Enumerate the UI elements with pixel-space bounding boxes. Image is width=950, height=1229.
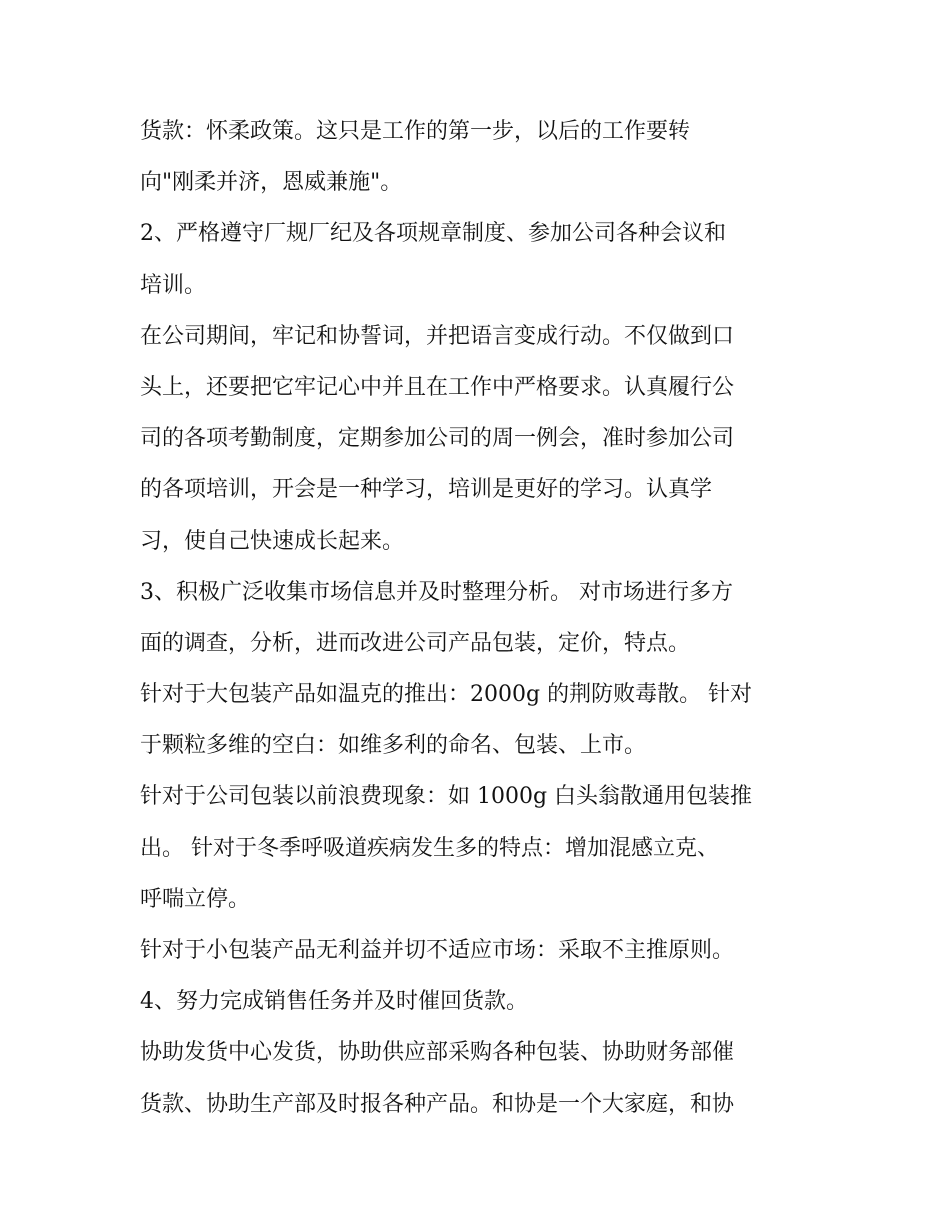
text-line: 货款、协助生产部及时报各种产品。和协是一个大家庭，和协: [140, 1091, 735, 1117]
section-heading-3: 3、积极广泛收集市场信息并及时整理分析。 对市场进行多方: [140, 579, 733, 605]
text-line: 司的各项考勤制度，定期参加公司的周一例会，准时参加公司: [140, 426, 735, 452]
document-body: [140, 106, 830, 1130]
text-line: 协助发货中心发货，协助供应部采购各种包装、协助财务部催: [140, 1040, 735, 1066]
text-line: 向"刚柔并济，恩威兼施"。: [140, 170, 403, 196]
section-heading-4: 4、努力完成销售任务并及时催回货款。: [140, 989, 528, 1015]
text-line: 头上，还要把它牢记心中并且在工作中严格要求。认真履行公: [140, 374, 735, 400]
text-line: 针对于公司包装以前浪费现象：如 1000g 白头翁散通用包装推: [140, 784, 753, 810]
text-line: 的各项培训，开会是一种学习，培训是更好的学习。认真学: [140, 477, 713, 503]
text-line: 培训。: [140, 272, 207, 298]
text-line: 针对于大包装产品如温克的推出：2000g 的荆防败毒散。 针对: [140, 682, 753, 708]
text-line: 出。 针对于冬季呼吸道疾病发生多的特点：增加混感立克、: [140, 835, 719, 861]
text-line: 习，使自己快速成长起来。: [140, 528, 405, 554]
section-heading-2: 2、严格遵守厂规厂纪及各项规章制度、参加公司各种会议和: [140, 221, 726, 247]
text-line: 在公司期间，牢记和协誓词，并把语言变成行动。不仅做到口: [140, 323, 735, 349]
text-line: 面的调查，分析，进而改进公司产品包装，定价，特点。: [140, 630, 691, 656]
text-line: 货款：怀柔政策。这只是工作的第一步，以后的工作要转: [140, 119, 691, 144]
text-line: 于颗粒多维的空白：如维多利的命名、包装、上市。: [140, 733, 647, 759]
text-line: 呼喘立停。: [140, 886, 251, 912]
text-line: 针对于小包装产品无利益并切不适应市场：采取不主推原则。: [140, 938, 735, 963]
